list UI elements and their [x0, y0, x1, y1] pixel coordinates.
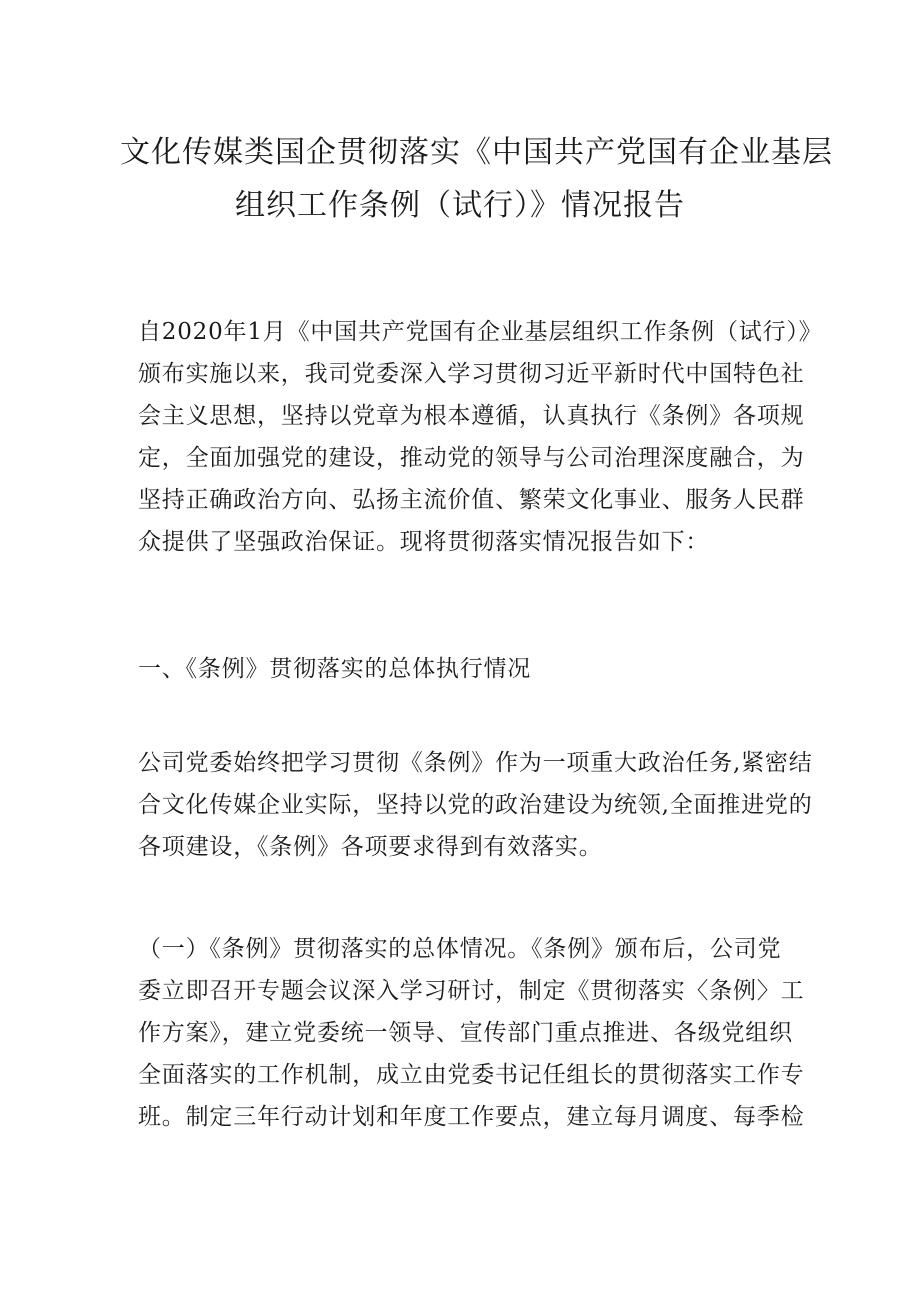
paragraph-line: （一）《条例》贯彻落实的总体情况。《条例》颁布后，公司党: [138, 936, 782, 962]
paragraph-line: 坚持正确政治方向、弘扬主流价值、繁荣文化事业、服务人民群: [138, 487, 805, 513]
title-line: 文化传媒类国企贯彻落实《中国共产党国有企业基层: [120, 135, 833, 170]
subsection-paragraph: [138, 928, 805, 1138]
paragraph-line: 众提供了坚强政治保证。现将贯彻落实情况报告如下：: [138, 529, 710, 555]
paragraph-line: 颁布实施以来，我司党委深入学习贯彻习近平新时代中国特色社: [138, 361, 805, 387]
paragraph-line: 班。制定三年行动计划和年度工作要点，建立每月调度、每季检: [138, 1104, 805, 1130]
paragraph-line: 各项建设，《条例》各项要求得到有效落实。: [138, 834, 603, 860]
section-body-paragraph: [138, 742, 813, 868]
section-heading: [138, 648, 790, 690]
intro-paragraph: [138, 311, 823, 563]
title-line: 组织工作条例（试行）》情况报告: [235, 188, 685, 223]
paragraph-line: 自2020年1月《中国共产党国有企业基层组织工作条例（试行）》: [138, 319, 823, 345]
paragraph-line: 合文化传媒企业实际，坚持以党的政治建设为统领,全面推进党的: [138, 792, 813, 818]
paragraph-line: 委立即召开专题会议深入学习研讨，制定《贯彻落实〈条例〉工: [138, 978, 805, 1004]
paragraph-line: 会主义思想，坚持以党章为根本遵循，认真执行《条例》各项规: [138, 403, 805, 429]
paragraph-line: 定，全面加强党的建设，推动党的领导与公司治理深度融合，为: [138, 445, 805, 471]
paragraph-line: 公司党委始终把学习贯彻《条例》作为一项重大政治任务,紧密结: [138, 750, 813, 776]
paragraph-line: 作方案》，建立党委统一领导、宣传部门重点推进、各级党组织: [138, 1020, 793, 1046]
paragraph-line: 全面落实的工作机制，成立由党委书记任组长的贯彻落实工作专: [138, 1062, 805, 1088]
section-heading-text: 一、《条例》贯彻落实的总体执行情况: [138, 656, 532, 682]
document-title: [120, 126, 833, 232]
